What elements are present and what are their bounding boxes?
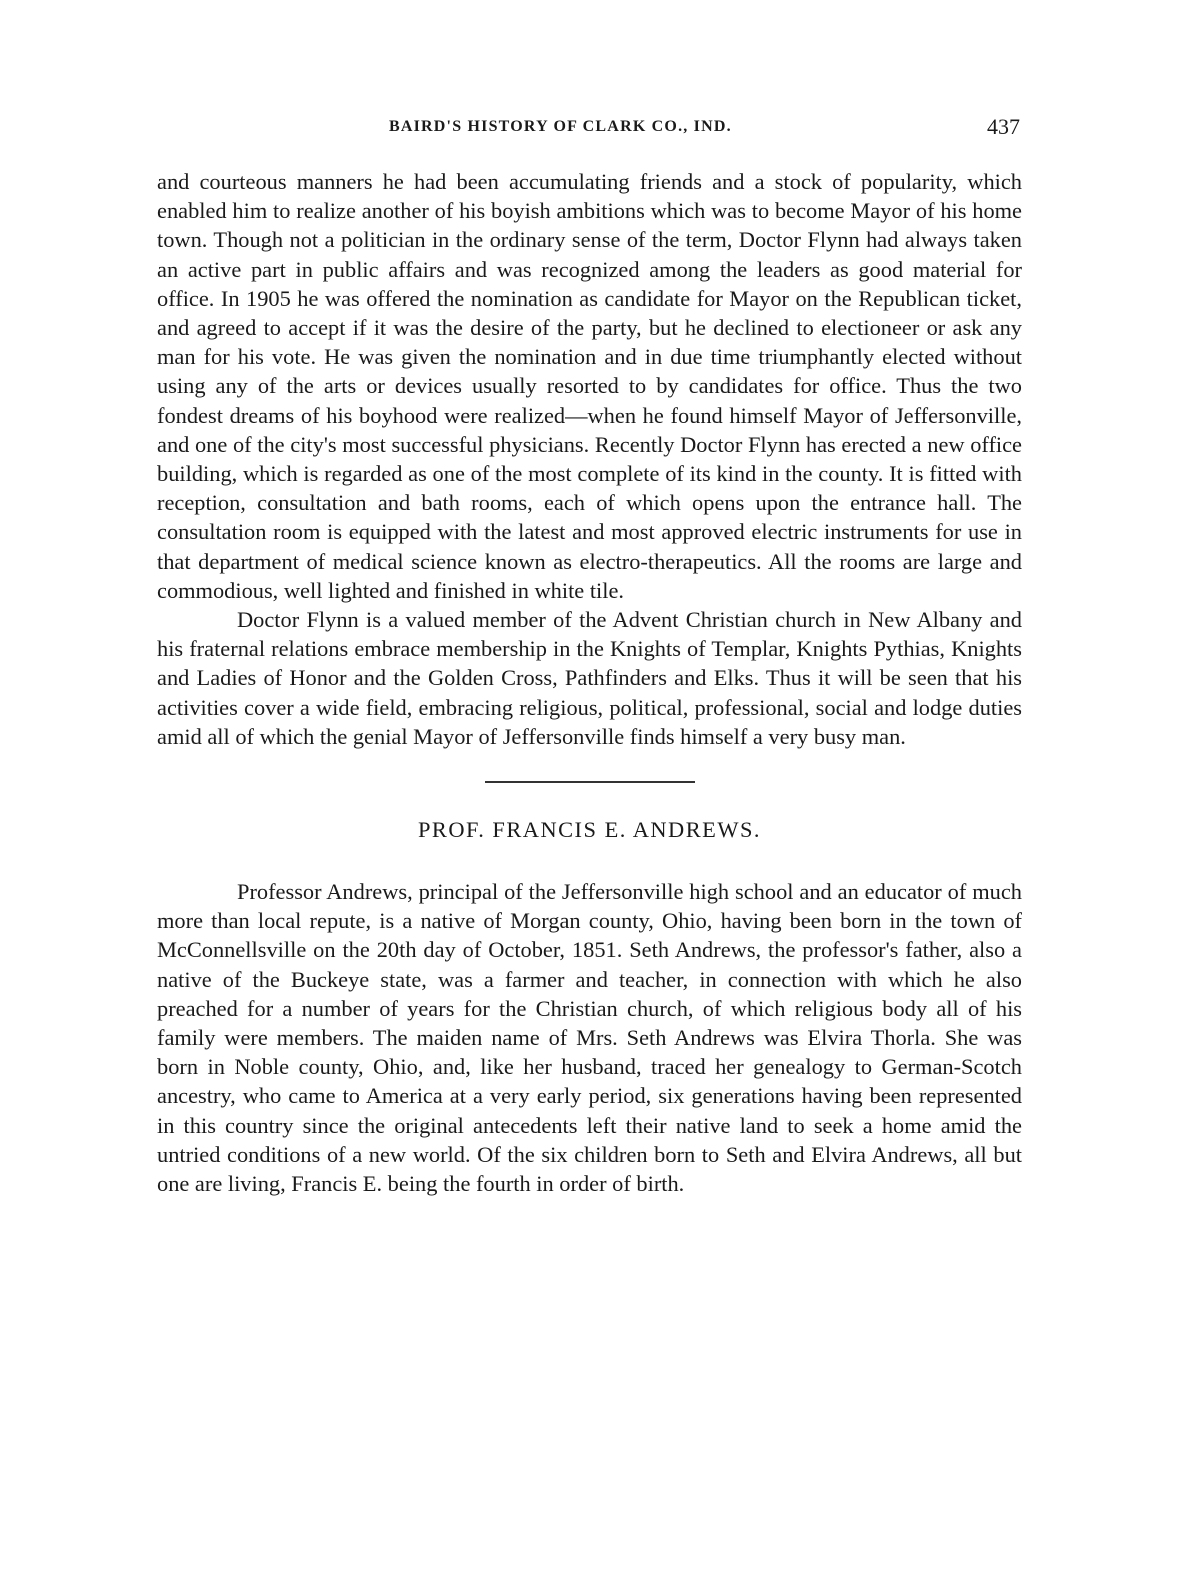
running-head — [157, 110, 1022, 146]
section-divider — [485, 781, 695, 783]
paragraph-andrews-biography: Professor Andrews, principal of the Jeffersonville high school and an educator of much more than local repute, is a native of Morgan county, Ohio, having been born in the town of McConnellsville on the 20th day of October, 1851. Seth Andrews, the professor's father, also a native of the Buckeye state, was a farmer and teacher, in connection with which he also preached for a number of years for the Christian church, of which religious body all of his family were members. The maiden name of Mrs. Seth Andrews was Elvira Thorla. She was born in Noble county, Ohio, and, like her husband, traced her genealogy to German-Scotch ancestry, who came to America at a very early period, six generations having been represented in this country since the original antecedents left their native land to seek a home amid the untried conditions of a new world. Of the six children born to Seth and Elvira Andrews, all but one are living, Francis E. being the fourth in order of birth. — [157, 879, 1022, 1197]
paragraph-flynn-memberships: Doctor Flynn is a valued member of the Advent Christian church in New Albany and his fraternal relations embrace membership in the Knights of Templar, Knights Pythias, Knights and Ladies of Honor and the Golden Cross, Pathfinders and Elks. Thus it will be seen that his activities cover a wide field, embracing religious, political, professional, social and lodge duties amid all of which the genial Mayor of Jeffersonville finds himself a very busy man. — [157, 607, 1022, 749]
running-title: BAIRD'S HISTORY OF CLARK CO., IND. — [389, 118, 732, 135]
page-number: 437 — [987, 114, 1020, 139]
book-page — [157, 110, 1022, 1198]
paragraph-flynn-continued: and courteous manners he had been accumulating friends and a stock of popularity, which enabled him to realize another of his boyish ambitions which was to become Mayor of his home town. Though not a politician in the ordinary sense of the term, Doctor Flynn had always taken an active part in public affairs and was recognized among the leaders as good material for office. In 1905 he was offered the nomination as candidate for Mayor on the Republican ticket, and agreed to accept if it was the desire of the party, but he declined to electioneer or ask any man for his vote. He was given the nomination and in due time triumphantly elected without using any of the arts or devices usually resorted to by candidates for office. Thus the two fondest dreams of his boyhood were realized—when he found himself Mayor of Jeffersonville, and one of the city's most successful physicians. Recently Doctor Flynn has erected a new office building, which is regarded as one of the most complete of its kind in the county. It is fitted with reception, consultation and bath rooms, each of which opens upon the entrance hall. The consultation room is equipped with the latest and most approved electric instruments for use in that department of medical science known as electro-therapeutics. All the rooms are large and commodious, well lighted and finished in white tile. — [157, 169, 1022, 603]
section-heading: PROF. FRANCIS E. ANDREWS. — [417, 817, 762, 843]
